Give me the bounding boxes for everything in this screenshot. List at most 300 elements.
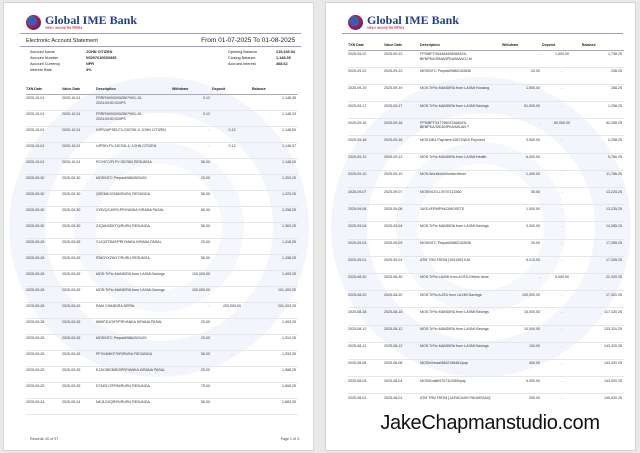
cell-description: PFXV4MKF7KR/RURU RESUNGA bbox=[96, 350, 172, 366]
table-row bbox=[348, 188, 624, 205]
cell-balance: 258.25 bbox=[582, 84, 624, 101]
cell-description: MOS:TrFto MANDIRA from LAXMI:Health bbox=[420, 153, 502, 170]
cell-value-date: 2025-09-25 bbox=[62, 366, 96, 382]
cell-txn-date: 2025-09-25 bbox=[26, 382, 62, 398]
period-from: 01-07-2025 bbox=[218, 37, 252, 44]
cell-balance: 1,513.25 bbox=[252, 334, 298, 350]
cell-withdraw: - bbox=[172, 126, 212, 142]
cell-value-date: 2025-10-01 bbox=[62, 110, 96, 126]
cell-deposit: - bbox=[212, 318, 252, 334]
bank-name: Global IME Bank bbox=[45, 13, 138, 27]
cell-value-date: 2025-10-01 bbox=[62, 126, 96, 142]
table-row bbox=[348, 308, 624, 325]
cell-description: FPS/BFT:5477960233665/GL BENPKA/SIDDNPKA/MILAN T bbox=[420, 119, 502, 136]
cell-description: RC/NTC/PLFV-2B7962 RESUNGA bbox=[96, 158, 172, 174]
cell-deposit: 1,500.00 bbox=[542, 50, 582, 67]
cell-deposit: - bbox=[542, 188, 582, 205]
cell-description: 1Y5VQC40RV,PRIYANKA KIRANA PASAL bbox=[96, 206, 172, 222]
cell-deposit: - bbox=[542, 102, 582, 119]
cell-txn-date: 2025-08-08 bbox=[348, 359, 384, 376]
bank-logo-icon bbox=[26, 15, 41, 30]
cell-value-date: 2025-09-26 bbox=[62, 302, 96, 318]
cell-deposit: - bbox=[212, 366, 252, 382]
cell-deposit: 0.13 bbox=[212, 126, 252, 142]
cell-description: MOS:NEA Payment:15571NEA Payment bbox=[420, 136, 502, 153]
cell-withdraw: 1,499.00 bbox=[502, 170, 542, 187]
bank-tagline: ग्लोबल आइएमई बैंक लिमिटेड bbox=[45, 26, 83, 30]
cell-balance: 201,493.25 bbox=[252, 302, 298, 318]
col-deposit: Deposit bbox=[542, 41, 582, 50]
cell-txn-date: 2025-09-26 bbox=[26, 350, 62, 366]
cell-balance: 5,766.25 bbox=[582, 153, 624, 170]
cell-description: MOS:TrFto MANDIRA from LAXMI:Savings bbox=[96, 286, 172, 302]
cell-deposit: - bbox=[542, 308, 582, 325]
cell-txn-date: 2025-09-24 bbox=[26, 398, 62, 414]
table-row bbox=[26, 126, 298, 142]
cell-balance: 1,418.25 bbox=[252, 238, 298, 254]
cell-description: R5K3YX2WX7/RURU RESUNGA bbox=[96, 254, 172, 270]
cell-deposit: - bbox=[542, 205, 582, 222]
cell-balance: 143,420.25 bbox=[582, 359, 624, 376]
cell-value-date: 2025-08-12 bbox=[384, 325, 420, 342]
bank-name: Global IME Bank bbox=[367, 13, 460, 27]
cell-withdraw: 55.00 bbox=[172, 222, 212, 238]
cell-txn-date: 2025-09-26 bbox=[26, 238, 62, 254]
cell-deposit: - bbox=[542, 342, 582, 359]
cell-balance: 1,148.37 bbox=[252, 142, 298, 158]
cell-txn-date: 2025-08-04 bbox=[348, 377, 384, 394]
cell-balance: 13,225.25 bbox=[582, 188, 624, 205]
cell-withdraw: 55.00 bbox=[172, 254, 212, 270]
cell-deposit: - bbox=[542, 325, 582, 342]
table-row bbox=[348, 256, 624, 273]
cell-description: D7M01Y2FRM/RURU RESUNGA bbox=[96, 382, 172, 398]
table-row bbox=[348, 325, 624, 342]
cell-value-date: 2025-09-26 bbox=[62, 334, 96, 350]
cell-balance: 1,608.25 bbox=[252, 382, 298, 398]
table-row bbox=[26, 350, 298, 366]
cell-balance: 1,533.25 bbox=[252, 350, 298, 366]
cell-balance: 117,320.25 bbox=[582, 308, 624, 325]
period-to: 01-08-2025 bbox=[261, 37, 295, 44]
cell-withdraw: 55.00 bbox=[172, 350, 212, 366]
table-row bbox=[348, 67, 624, 84]
table-row bbox=[26, 334, 298, 350]
cell-txn-date: 2025-09-04 bbox=[348, 222, 384, 239]
cell-deposit: - bbox=[542, 359, 582, 376]
cell-deposit: - bbox=[212, 334, 252, 350]
table-header-row bbox=[26, 85, 298, 94]
cell-value-date: 2025-09-26 bbox=[62, 318, 96, 334]
cell-deposit: - bbox=[212, 254, 252, 270]
cell-value-date: 2025-09-22 bbox=[384, 67, 420, 84]
cell-deposit: 0.13 bbox=[212, 142, 252, 158]
page-number: Page 1 of 3 bbox=[280, 437, 299, 441]
cell-description: MOS/eSewa/9842198481/pay bbox=[420, 359, 502, 376]
cell-deposit: - bbox=[542, 291, 582, 308]
table-row bbox=[26, 238, 298, 254]
cell-withdraw: 3,000.00 bbox=[502, 222, 542, 239]
account-name-label: Account Name bbox=[30, 50, 55, 54]
cell-withdraw: 51,000.00 bbox=[502, 102, 542, 119]
cell-deposit: - bbox=[542, 67, 582, 84]
cell-withdraw: 50.00 bbox=[502, 188, 542, 205]
cell-balance: 17,305.25 bbox=[582, 256, 624, 273]
cell-balance: 1,298.25 bbox=[252, 206, 298, 222]
cell-value-date: 2025-09-24 bbox=[62, 398, 96, 414]
currency-label: Account Currency bbox=[30, 62, 61, 66]
cell-deposit: - bbox=[212, 398, 252, 414]
cell-deposit: - bbox=[212, 270, 252, 286]
table-row bbox=[26, 110, 298, 126]
cell-deposit: - bbox=[212, 286, 252, 302]
cell-balance: 17,320.25 bbox=[582, 291, 624, 308]
cell-withdraw: 20.00 bbox=[502, 67, 542, 84]
cell-balance: 1,148.50 bbox=[252, 126, 298, 142]
cell-value-date: 2025-09-10 bbox=[384, 170, 420, 187]
col-balance: Balance bbox=[582, 41, 624, 50]
cell-description: MOS:TrFto MANDIRA from LAXMI:Savings bbox=[420, 222, 502, 239]
table-row bbox=[348, 50, 624, 67]
cell-value-date: 2025-08-20 bbox=[384, 291, 420, 308]
cell-withdraw: 0.12 bbox=[172, 94, 212, 110]
cell-withdraw: 6,000.00 bbox=[502, 153, 542, 170]
cell-deposit: - bbox=[212, 190, 252, 206]
cell-description: EJ2K3BGMSO/PRIYANKA KIRANA PASAL bbox=[96, 366, 172, 382]
table-row bbox=[348, 377, 624, 394]
cell-txn-date: 2025-08-20 bbox=[348, 291, 384, 308]
cell-withdraw: 5,000.00 bbox=[502, 377, 542, 394]
account-info bbox=[30, 49, 116, 73]
cell-balance: 133,320.25 bbox=[582, 325, 624, 342]
col-balance: Balance bbox=[252, 85, 298, 94]
table-row bbox=[26, 142, 298, 158]
cell-value-date: 2025-09-30 bbox=[62, 190, 96, 206]
cell-value-date: 2025-09-16 bbox=[384, 119, 420, 136]
cell-withdraw: - bbox=[172, 302, 212, 318]
col-value-date: Value Date bbox=[62, 85, 96, 94]
table-row bbox=[26, 398, 298, 414]
cell-value-date: 2025-09-30 bbox=[62, 206, 96, 222]
table-row bbox=[348, 84, 624, 101]
account-name: JOHN CITIZEN bbox=[86, 50, 113, 54]
cell-deposit: - bbox=[212, 382, 252, 398]
cell-description: FRRR/000000528079/01-10-2024:09:52:02/IPS bbox=[96, 94, 172, 110]
cell-txn-date: 2025-08-18 bbox=[348, 308, 384, 325]
cell-balance: 1,438.25 bbox=[252, 254, 298, 270]
header-divider bbox=[20, 33, 301, 34]
cell-balance: 17,285.25 bbox=[582, 239, 624, 256]
cell-withdraw: 55.00 bbox=[172, 190, 212, 206]
cell-balance: 14,285.25 bbox=[582, 222, 624, 239]
cell-value-date: 2025-09-01 bbox=[384, 256, 420, 273]
cell-value-date: 2025-09-30 bbox=[62, 174, 96, 190]
cell-balance: 1,493.25 bbox=[252, 270, 298, 286]
table-row bbox=[348, 205, 624, 222]
table-row bbox=[348, 153, 624, 170]
period-prefix: From bbox=[201, 37, 217, 44]
cell-value-date: 2025-08-18 bbox=[384, 308, 420, 325]
currency: NPR bbox=[86, 62, 95, 66]
cell-description: MOS/NCELL/9707113360 bbox=[420, 188, 502, 205]
col-txn-date: TXN Date bbox=[348, 41, 384, 50]
cell-description: RAM CHANDRA NEPAL bbox=[96, 302, 172, 318]
cell-deposit: - bbox=[212, 238, 252, 254]
table-row bbox=[26, 222, 298, 238]
cell-withdraw: 65.00 bbox=[172, 206, 212, 222]
account-number: 0S0070100S6935 bbox=[86, 56, 117, 60]
cell-value-date: 2025-09-30 bbox=[62, 222, 96, 238]
cell-description: MOS/NTC Prepaid/9864520401 bbox=[96, 334, 172, 350]
cell-txn-date: 2025-10-01 bbox=[26, 158, 62, 174]
transactions-table-page-1 bbox=[26, 85, 298, 415]
interest-rate: 3% bbox=[86, 68, 92, 72]
cell-withdraw: - bbox=[502, 119, 542, 136]
cell-deposit: - bbox=[212, 174, 252, 190]
cell-txn-date: 2025-08-30 bbox=[348, 273, 384, 290]
cell-withdraw: 100,000.00 bbox=[502, 291, 542, 308]
cell-withdraw: 5,015.00 bbox=[502, 256, 542, 273]
table-header-row bbox=[348, 41, 624, 50]
cell-withdraw: 1,000.00 bbox=[502, 205, 542, 222]
cell-value-date: 2025-10-01 bbox=[62, 142, 96, 158]
cell-txn-date: 2025-08-01 bbox=[348, 394, 384, 411]
cell-balance: 52,258.25 bbox=[582, 119, 624, 136]
table-row bbox=[26, 318, 298, 334]
cell-balance: 143,320.25 bbox=[582, 342, 624, 359]
cell-withdraw: 20.00 bbox=[172, 238, 212, 254]
cell-balance: 2,258.25 bbox=[582, 136, 624, 153]
cell-description: MOS/NTC Prepaid/9862153536 bbox=[420, 67, 502, 84]
cell-balance: 1,203.25 bbox=[252, 174, 298, 190]
cell-balance: 1,148.23 bbox=[252, 110, 298, 126]
cell-value-date: 2025-08-30 bbox=[384, 273, 420, 290]
cell-withdraw: 100,000.00 bbox=[172, 286, 212, 302]
cell-withdraw: 75.00 bbox=[172, 382, 212, 398]
cell-balance: 1,223.25 bbox=[252, 190, 298, 206]
col-deposit: Deposit bbox=[212, 85, 252, 94]
col-txn-date: TXN Date bbox=[26, 85, 62, 94]
cell-value-date: 2025-10-01 bbox=[62, 158, 96, 174]
cell-value-date: 2025-08-08 bbox=[384, 359, 420, 376]
cell-txn-date: 2025-09-30 bbox=[26, 174, 62, 190]
cell-value-date: 2025-09-06 bbox=[384, 205, 420, 222]
cell-description: MOS:WorldLink/Ismita:Ibtmd bbox=[420, 170, 502, 187]
table-row bbox=[26, 206, 298, 222]
table-row bbox=[348, 291, 624, 308]
cell-description: QSEMKJVS8K/RURU RESUNGA bbox=[96, 190, 172, 206]
cell-deposit: - bbox=[542, 239, 582, 256]
cell-value-date: 2025-09-26 bbox=[62, 238, 96, 254]
cell-balance: 1,588.25 bbox=[252, 366, 298, 382]
col-value-date: Value Date bbox=[384, 41, 420, 50]
cell-txn-date: 2025-09-30 bbox=[26, 222, 62, 238]
cell-txn-date: 2025-09-26 bbox=[26, 254, 62, 270]
cell-description: GIPS/UIPSELFV-230706-1/ JOHN CITIZEN bbox=[96, 126, 172, 142]
cell-value-date: 2025-09-26 bbox=[62, 286, 96, 302]
cell-deposit: - bbox=[542, 222, 582, 239]
cell-balance: 1,258.25 bbox=[582, 102, 624, 119]
cell-balance: 22,320.25 bbox=[582, 273, 624, 290]
cell-value-date: 2025-09-03 bbox=[384, 239, 420, 256]
table-row bbox=[348, 239, 624, 256]
table-row bbox=[348, 119, 624, 136]
cell-description: MOS:TrFto MANDIRA from LAXMI:Savings bbox=[420, 102, 502, 119]
cell-txn-date: 2025-09-16 bbox=[348, 136, 384, 153]
cell-balance: 1,148.25 bbox=[252, 158, 298, 174]
cell-value-date: 2025-09-19 bbox=[384, 84, 420, 101]
cell-deposit: - bbox=[542, 394, 582, 411]
cell-deposit: 50,000.00 bbox=[542, 119, 582, 136]
cell-deposit: - bbox=[212, 350, 252, 366]
cell-txn-date: 2025-08-12 bbox=[348, 342, 384, 359]
cell-deposit: - bbox=[212, 110, 252, 126]
cell-txn-date: 2025-09-10 bbox=[348, 170, 384, 187]
cell-txn-date: 2025-09-17 bbox=[348, 102, 384, 119]
cell-value-date: 2025-09-22 bbox=[384, 50, 420, 67]
table-row bbox=[26, 174, 298, 190]
cell-withdraw: 100,000.00 bbox=[172, 270, 212, 286]
cell-txn-date: 2025-10-01 bbox=[26, 142, 62, 158]
cell-description: MOS:TrFto MANDIRA from LAXMI:Savings bbox=[420, 342, 502, 359]
cell-withdraw: 250.00 bbox=[502, 394, 542, 411]
cell-withdraw: 0.12 bbox=[172, 110, 212, 126]
cell-description: Y1JQ3T3MZ/PRIYANKA KIRANA PASAL bbox=[96, 238, 172, 254]
cell-description: FPS/BFT:5544849983683/GL BENPKA/SIMANPKA/MANOJ M bbox=[420, 50, 502, 67]
cell-value-date: 2025-08-12 bbox=[384, 342, 420, 359]
cell-balance: 11,766.25 bbox=[582, 170, 624, 187]
cell-value-date: 2025-09-26 bbox=[62, 350, 96, 366]
statement-period bbox=[201, 37, 295, 44]
cell-deposit: - bbox=[542, 153, 582, 170]
cell-deposit: - bbox=[542, 377, 582, 394]
col-description: Description bbox=[420, 41, 502, 50]
accrued-interest: 468.62 bbox=[276, 62, 288, 66]
cell-description: UIPSELFV-230706-1/ JOHN CITIZEN bbox=[96, 142, 172, 158]
cell-txn-date: 2025-09-07 bbox=[348, 188, 384, 205]
bank-tagline: ग्लोबल आइएमई बैंक लिमिटेड bbox=[367, 26, 405, 30]
cell-balance: 1,683.25 bbox=[252, 398, 298, 414]
table-row bbox=[26, 286, 298, 302]
table-row bbox=[348, 342, 624, 359]
cell-description: MOS:TrFto MANDIRA from LAXMI:Savings bbox=[420, 325, 502, 342]
table-row bbox=[348, 170, 624, 187]
cell-txn-date: 2025-09-25 bbox=[26, 366, 62, 382]
table-row bbox=[348, 273, 624, 290]
cell-txn-date: 2025-09-19 bbox=[348, 84, 384, 101]
cell-txn-date: 2025-09-26 bbox=[26, 318, 62, 334]
table-row bbox=[26, 254, 298, 270]
cell-balance: 1,148.35 bbox=[252, 94, 298, 110]
cell-withdraw: 55.00 bbox=[172, 158, 212, 174]
cell-txn-date: 2025-09-30 bbox=[26, 206, 62, 222]
cell-txn-date: 2025-09-06 bbox=[348, 205, 384, 222]
bank-logo-icon bbox=[348, 15, 363, 30]
cell-description: MOS:TrFto MANDIRA from LAXMI:Savings bbox=[420, 308, 502, 325]
cell-description: MOS/Khalti/9707113360/pay bbox=[420, 377, 502, 394]
cell-withdraw: 55.00 bbox=[172, 398, 212, 414]
cell-txn-date: 2025-09-26 bbox=[26, 334, 62, 350]
cell-value-date: 2025-08-04 bbox=[384, 377, 420, 394]
cell-withdraw: 10,000.00 bbox=[502, 325, 542, 342]
statement-title: Electronic Account Statement bbox=[26, 38, 98, 44]
table-row bbox=[348, 359, 624, 376]
statement-page-2 bbox=[325, 2, 636, 451]
cell-withdraw: 100.00 bbox=[502, 342, 542, 359]
title-divider bbox=[20, 46, 301, 47]
cell-balance: 149,020.25 bbox=[582, 394, 624, 411]
cell-withdraw: 20.00 bbox=[172, 334, 212, 350]
cell-value-date: 2025-09-04 bbox=[384, 222, 420, 239]
cell-balance: 238.25 bbox=[582, 67, 624, 84]
cell-txn-date: 2025-09-22 bbox=[348, 50, 384, 67]
cell-deposit: - bbox=[542, 136, 582, 153]
accrued-interest-label: Accrued Interest bbox=[228, 62, 256, 66]
cell-txn-date: 2025-10-01 bbox=[26, 94, 62, 110]
cell-withdraw: - bbox=[502, 50, 542, 67]
cell-txn-date: 2025-09-26 bbox=[26, 302, 62, 318]
records-count: Records: 20 of 57 bbox=[30, 437, 59, 441]
cell-txn-date: 2025-09-16 bbox=[348, 119, 384, 136]
bank-logo bbox=[348, 14, 459, 30]
cell-deposit: - bbox=[212, 206, 252, 222]
col-withdraw: Withdraw bbox=[172, 85, 212, 94]
cell-txn-date: 2025-09-30 bbox=[26, 190, 62, 206]
cell-description: ATM TRN FROM [1ATMCASH PAHARGAU] bbox=[420, 394, 502, 411]
cell-value-date: 2025-09-07 bbox=[384, 188, 420, 205]
cell-txn-date: 2025-09-26 bbox=[26, 270, 62, 286]
cell-description: MOS:TrFto MANDIRA from LAXMI:Savings bbox=[96, 270, 172, 286]
cell-deposit: - bbox=[212, 222, 252, 238]
cell-balance: 13,235.25 bbox=[582, 205, 624, 222]
cell-balance: 101,493.25 bbox=[252, 286, 298, 302]
cell-description: MOS:TrFto MANDIRA from LAXMI:Housing bbox=[420, 84, 502, 101]
cell-deposit: 5,000.00 bbox=[542, 273, 582, 290]
table-row bbox=[26, 270, 298, 286]
cell-deposit: - bbox=[212, 94, 252, 110]
cell-withdraw: 16,000.00 bbox=[502, 308, 542, 325]
table-row bbox=[26, 190, 298, 206]
cell-description: NKJ1Z4/QR9S/RURU RESUNGA bbox=[96, 398, 172, 414]
table-row bbox=[348, 222, 624, 239]
cell-txn-date: 2025-10-01 bbox=[26, 110, 62, 126]
closing-balance-label: Closing Balance bbox=[228, 56, 256, 60]
cell-deposit: - bbox=[212, 158, 252, 174]
opening-balance: 215,346.54 bbox=[276, 50, 296, 54]
cell-withdraw: 20.00 bbox=[502, 239, 542, 256]
balance-info bbox=[228, 49, 295, 67]
cell-deposit: 200,000.00 bbox=[212, 302, 252, 318]
cell-withdraw: 20.00 bbox=[172, 318, 212, 334]
statement-page-1 bbox=[3, 2, 314, 451]
cell-txn-date: 2025-10-01 bbox=[26, 126, 62, 142]
cell-txn-date: 2025-09-26 bbox=[26, 286, 62, 302]
bank-logo bbox=[26, 14, 137, 30]
header-divider bbox=[342, 33, 623, 34]
cell-withdraw: - bbox=[502, 273, 542, 290]
cell-description: MOS/NTC Prepaid/9862153536 bbox=[420, 239, 502, 256]
cell-txn-date: 2025-09-01 bbox=[348, 256, 384, 273]
cell-value-date: 2025-09-26 bbox=[62, 254, 96, 270]
cell-withdraw: 400.00 bbox=[502, 359, 542, 376]
table-row bbox=[26, 366, 298, 382]
table-row bbox=[348, 136, 624, 153]
table-row bbox=[348, 102, 624, 119]
cell-withdraw: - bbox=[172, 142, 212, 158]
cell-balance: 1,738.25 bbox=[582, 50, 624, 67]
cell-txn-date: 2025-08-12 bbox=[348, 325, 384, 342]
table-row bbox=[26, 94, 298, 110]
